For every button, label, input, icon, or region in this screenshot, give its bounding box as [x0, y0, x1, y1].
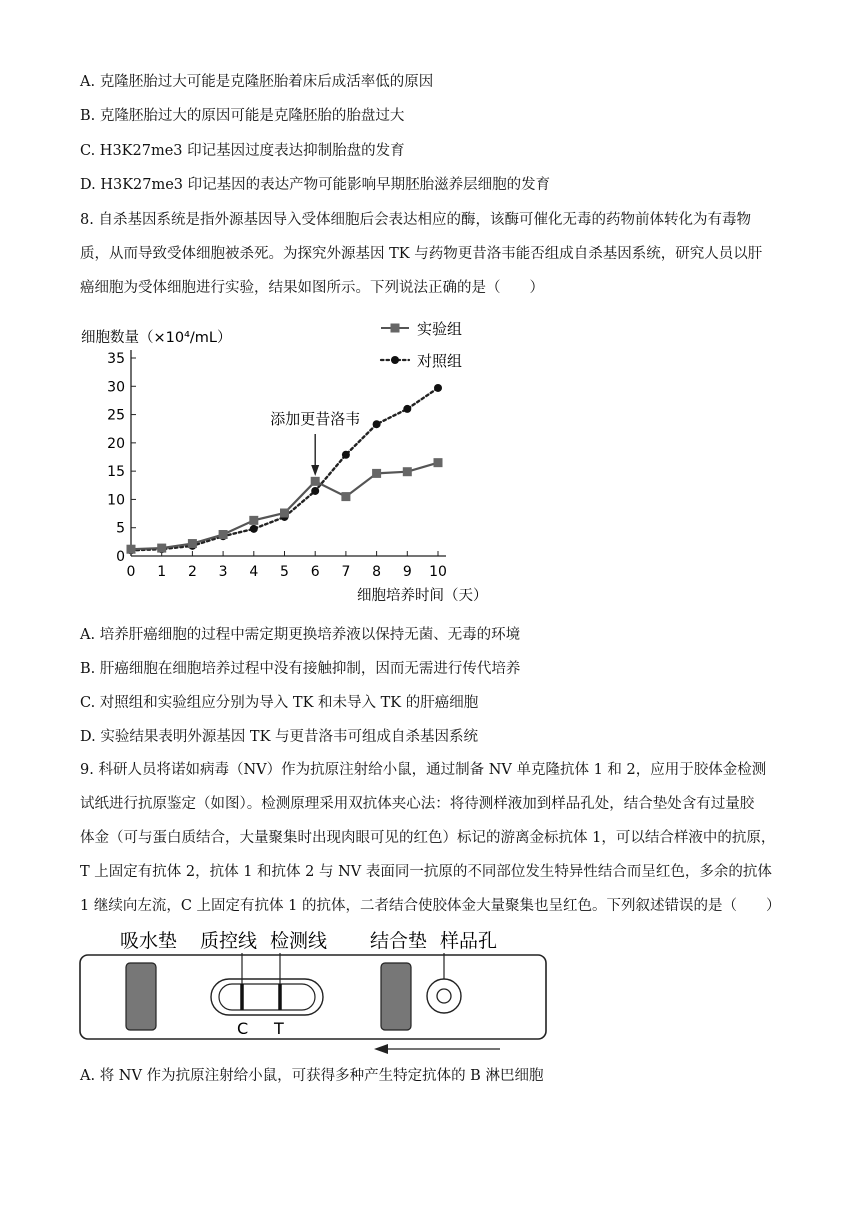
c-label: C — [237, 1019, 249, 1038]
control-point — [342, 451, 350, 459]
sample-well-outer — [427, 979, 461, 1013]
sample-well-label: 样品孔 — [440, 930, 498, 952]
experimental-point — [249, 516, 258, 525]
t-label: T — [274, 1019, 284, 1038]
legend-control-marker — [391, 356, 399, 364]
legend-experimental-marker — [391, 324, 400, 333]
experimental-point — [157, 544, 166, 553]
q7-option-c: C. H3K27me3 印记基因过度表达抑制胎盘的发育 — [80, 143, 405, 159]
x-tick-label: 5 — [280, 564, 289, 580]
x-tick-label: 8 — [372, 564, 382, 580]
y-tick-label: 20 — [107, 435, 125, 452]
experimental-point — [341, 492, 350, 501]
legend-experimental-label: 实验组 — [417, 320, 463, 338]
q8-option-b: B. 肝癌细胞在细胞培养过程中没有接触抑制，因而无需进行传代培养 — [80, 661, 521, 677]
q9-stem-line: 9. 科研人员将诺如病毒（NV）作为抗原注射给小鼠，通过制备 NV 单克隆抗体 1 和 2，应用于胶体金检测 — [80, 762, 767, 778]
chart-legend — [381, 320, 462, 370]
control-point — [373, 420, 381, 428]
q8-stem — [80, 203, 780, 305]
y-tick-label: 35 — [107, 351, 125, 367]
control-point — [311, 487, 319, 495]
annotation-arrow-icon — [311, 465, 319, 476]
experimental-point — [280, 509, 289, 518]
series-line-experimental — [131, 463, 438, 550]
q9-option-a: A. 将 NV 作为抗原注射给小鼠，可获得多种产生特定抗体的 B 淋巴细胞 — [80, 1068, 544, 1084]
x-tick-label: 10 — [429, 564, 447, 580]
annotation-label: 添加更昔洛韦 — [270, 410, 361, 428]
experimental-point — [403, 467, 412, 476]
q8-stem-line: 质，从而导致受体细胞被杀死。为探究外源基因 TK 与药物更昔洛韦能否组成自杀基因系统，研究人员以肝 — [80, 246, 763, 262]
q7-option-b: B. 克隆胚胎过大的原因可能是克隆胚胎的胎盘过大 — [80, 108, 405, 124]
x-tick-label: 1 — [157, 564, 167, 580]
experimental-point — [434, 458, 443, 467]
x-tick-label: 0 — [126, 564, 136, 580]
conjugate-pad — [381, 963, 411, 1030]
q9-stem-line: 体金（可与蛋白质结合，大量聚集时出现肉眼可见的红色）标记的游离金标抗体 1，可以结合样液中的抗原， — [80, 830, 776, 846]
absorbent-pad — [126, 963, 156, 1030]
experimental-point — [127, 545, 136, 554]
absorbent-pad-label: 吸水垫 — [120, 930, 178, 952]
q8-stem-line: 癌细胞为受体细胞进行实验，结果如图所示。下列说法正确的是（ ） — [80, 280, 544, 296]
q9-stem-line: 试纸进行抗原鉴定（如图）。检测原理采用双抗体夹心法：将待测样液加到样品孔处，结合垫处含有过量胶 — [80, 796, 755, 812]
q8-option-a: A. 培养肝癌细胞的过程中需定期更换培养液以保持无菌、无毒的环境 — [80, 627, 521, 643]
legend-control-label: 对照组 — [417, 352, 463, 370]
experimental-point — [372, 469, 381, 478]
flow-arrow-icon — [374, 1044, 388, 1054]
experimental-point — [219, 530, 228, 539]
experimental-point — [311, 477, 320, 486]
x-tick-label: 7 — [341, 564, 351, 580]
q9-stem-line: T 上固定有抗体 2，抗体 1 和抗体 2 与 NV 表面同一抗原的不同部位发生特异性结合而呈红色，多余的抗体 — [80, 864, 772, 880]
y-tick-label: 10 — [107, 492, 125, 509]
q8-stem-line: 8. 自杀基因系统是指外源基因导入受体细胞后会表达相应的酶，该酶可催化无毒的药物前体转化为有毒物 — [80, 212, 751, 228]
x-tick-label: 9 — [402, 564, 412, 580]
q9-stem — [80, 753, 780, 923]
q7-option-d: D. H3K27me3 印记基因的表达产物可能影响早期胚胎滋养层细胞的发育 — [80, 177, 551, 193]
sample-well-inner — [437, 989, 451, 1003]
q9-stem-line: 1 继续向左流，C 上固定有抗体 1 的抗体，二者结合使胶体金大量聚集也呈红色。下列叙述错误的是（ ） — [80, 898, 781, 914]
test-strip-diagram — [70, 922, 560, 1062]
control-point — [403, 405, 411, 413]
cell-count-chart — [75, 310, 495, 610]
y-axis-label: 细胞数量（×10⁴/mL） — [81, 330, 232, 346]
result-window-inner — [219, 984, 315, 1010]
q8-option-c: C. 对照组和实验组应分别为导入 TK 和未导入 TK 的肝癌细胞 — [80, 695, 479, 711]
q7-option-a: A. 克隆胚胎过大可能是克隆胚胎着床后成活率低的原因 — [80, 74, 434, 90]
y-tick-label: 0 — [116, 549, 125, 565]
y-tick-label: 30 — [107, 379, 125, 396]
experimental-point — [188, 539, 197, 548]
y-tick-label: 15 — [107, 464, 125, 481]
y-tick-label: 5 — [116, 520, 125, 537]
y-tick-label: 25 — [107, 407, 125, 424]
x-tick-label: 3 — [218, 564, 228, 580]
conjugate-pad-label: 结合垫 — [370, 930, 428, 952]
x-axis-label: 细胞培养时间（天） — [357, 588, 488, 604]
control-line-label: 质控线 — [200, 930, 258, 952]
x-tick-label: 2 — [187, 564, 197, 580]
control-point — [434, 384, 442, 392]
control-point — [250, 525, 258, 533]
q8-option-d: D. 实验结果表明外源基因 TK 与更昔洛韦可组成自杀基因系统 — [80, 729, 479, 745]
x-tick-label: 6 — [310, 564, 320, 580]
test-line-label: 检测线 — [270, 930, 328, 952]
x-tick-label: 4 — [249, 564, 259, 580]
chart-annotation — [270, 410, 360, 476]
